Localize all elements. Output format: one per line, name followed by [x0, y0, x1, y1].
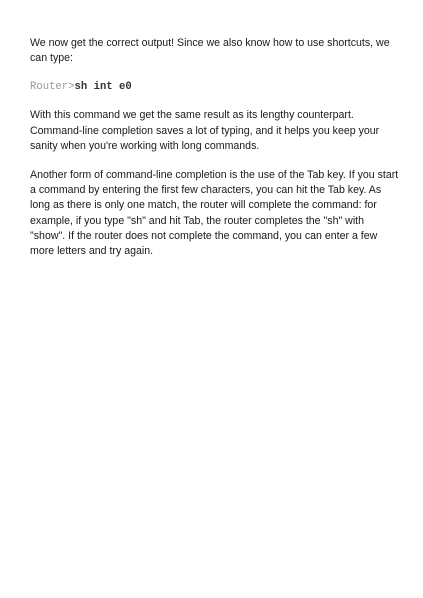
paragraph-tab-key: Another form of command-line completion is the use of the Tab key. If you start a command by entering the first few characters, you can hit the Tab key. As long as there is only one match, the router will complete the command: for example, if you type "sh" and hit Tab, the router completes the "sh" with "show". If the router does not complete the command, you can enter a few more letters and try again.: [30, 169, 399, 258]
code-example: [30, 80, 402, 94]
paragraph-completion: With this command we get the same result as its lengthy counterpart. Command-line completion saves a lot of typing, and it helps you keep your sanity when you're working with long commands.: [30, 109, 380, 152]
paragraph-intro: We now get the correct output! Since we also know how to use shortcuts, we can type:: [30, 37, 390, 65]
code-command: sh int e0: [74, 81, 132, 94]
code-prompt: Router>: [30, 81, 75, 94]
document-page: [30, 36, 402, 259]
